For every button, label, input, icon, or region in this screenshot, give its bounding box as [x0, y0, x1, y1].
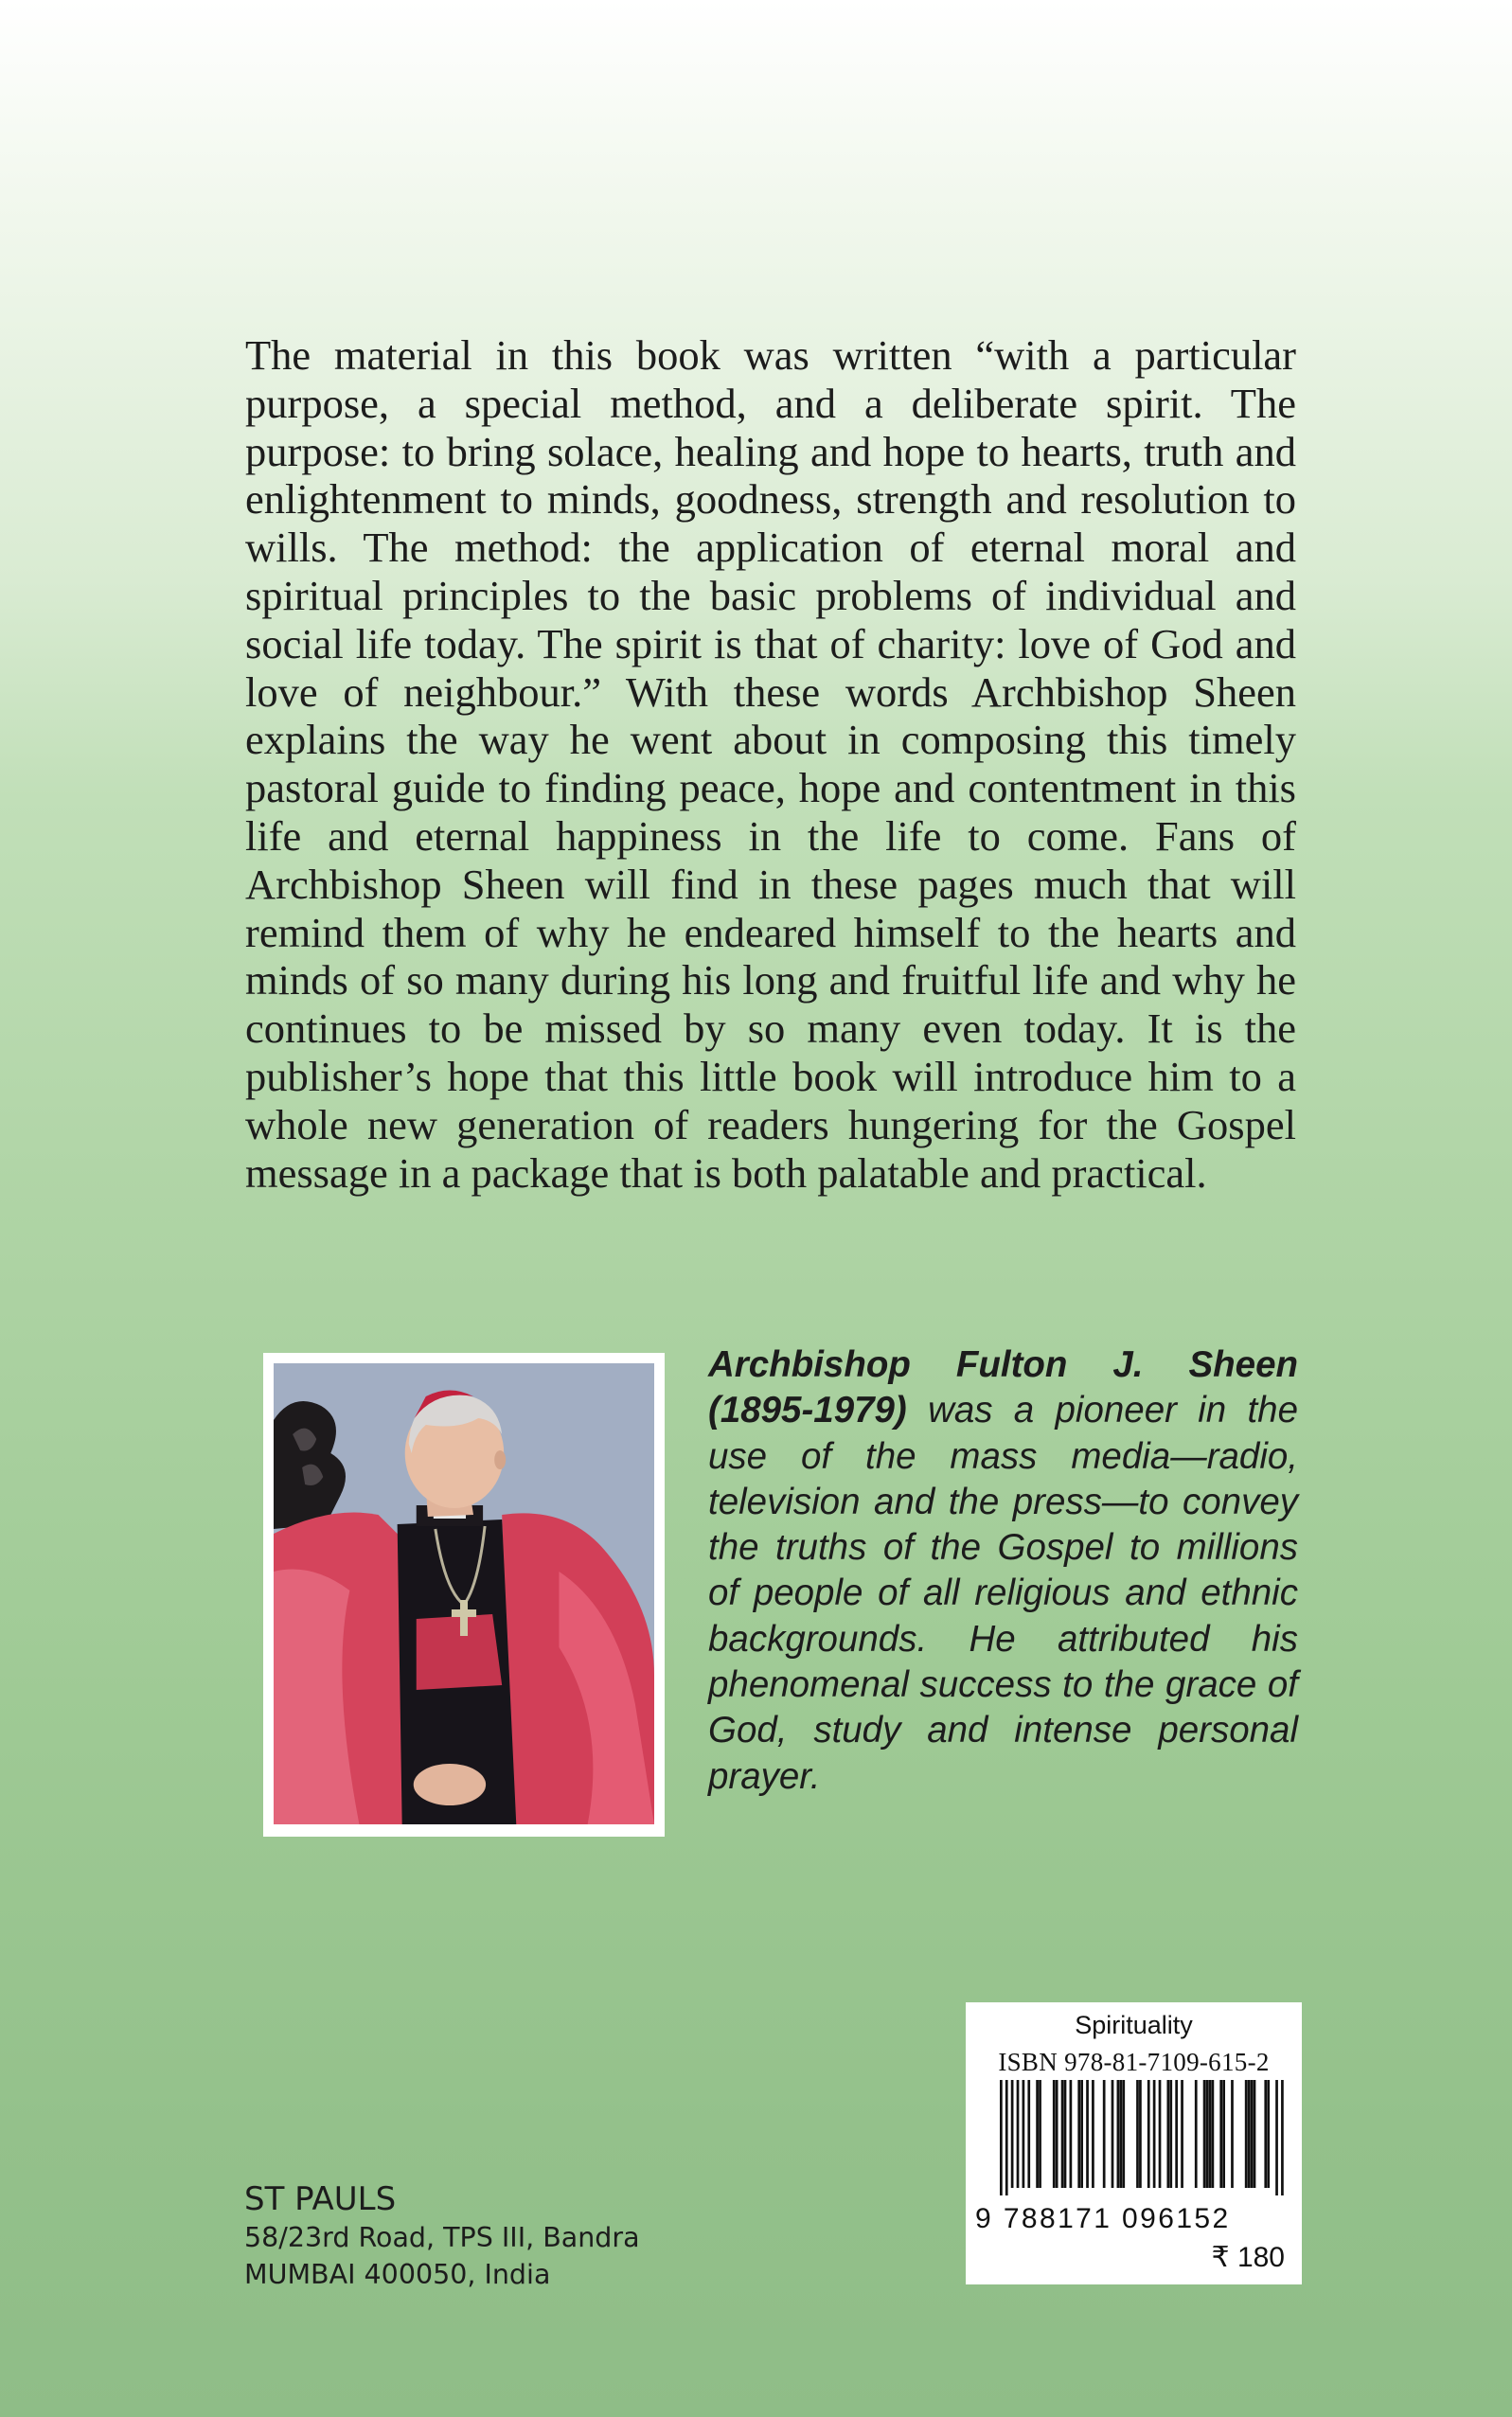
publisher-name: ST PAULS: [244, 2180, 397, 2218]
barcode-bar: [1203, 2080, 1206, 2188]
barcode-bar: [1231, 2080, 1234, 2188]
barcode-bar: [1119, 2080, 1122, 2188]
barcode-bar: [1000, 2080, 1003, 2195]
barcode-bar: [1206, 2080, 1209, 2188]
author-bio-text: was a pioneer in the use of the mass media—radio, television and the press—to convey the truths of the Gospel to millions of people of all religious and ethnic backgrounds. He attributed his phenomenal success to the grace of God, study and intense personal prayer.: [708, 1390, 1298, 1797]
book-price: ₹ 180: [1211, 2242, 1285, 2273]
barcode-bar: [1281, 2080, 1284, 2195]
barcode-bar: [1053, 2080, 1056, 2188]
barcode-bar: [1023, 2080, 1025, 2188]
barcode-bar: [1136, 2080, 1139, 2188]
barcode-bar: [1251, 2080, 1254, 2188]
barcode-bar: [1267, 2080, 1270, 2188]
barcode-bar: [1070, 2080, 1073, 2188]
barcode-bar: [1209, 2080, 1212, 2188]
publisher-address-line1: 58/23rd Road, TPS III, Bandra: [244, 2222, 640, 2253]
barcode-bar: [1222, 2080, 1225, 2188]
barcode-bar: [1159, 2080, 1162, 2188]
barcode-bar: [1169, 2080, 1172, 2188]
barcode-bar: [1027, 2080, 1030, 2188]
publisher-address-line2: MUMBAI 400050, India: [244, 2259, 551, 2290]
barcode-bar: [1064, 2080, 1067, 2188]
barcode-bar: [1219, 2080, 1222, 2188]
barcode-bar: [1061, 2080, 1064, 2188]
barcode-bar: [1017, 2080, 1020, 2188]
barcode-bar: [1153, 2080, 1156, 2188]
barcode-bar: [1011, 2080, 1014, 2188]
author-photo: [263, 1353, 665, 1837]
barcode-bar: [1245, 2080, 1248, 2188]
back-cover-blurb: The material in this book was written “with a particular purpose, a special method, and a deliberate spirit. The purpose: to bring solace, healing and hope to hearts, truth and enlightenment to minds, goodness, strength and resolution to wills. The method: the application of eternal moral and spiritual principles to the basic problems of individual and social life today. The spirit is that of charity: love of God and love of neighbour.” With these words Archbishop Sheen explains the way he went about in composing this timely pastoral guide to finding peace, hope and contentment in this life and eternal happiness in the life to come. Fans of Archbishop Sheen will find in these pages much that will remind them of why he endeared himself to the hearts and minds of so many during his long and fruitful life and why he continues to be missed by so many even today. It is the publisher’s hope that this little book will introduce him to a whole new generation of readers hungering for the Gospel message in a package that is both palatable and practical.: [245, 331, 1296, 1197]
author-name: Archbishop Fulton J. Sheen (1895-1979): [708, 1344, 1298, 1431]
barcode-bar: [1181, 2080, 1183, 2188]
ean-number: 9 788171 096152: [975, 2203, 1231, 2234]
barcode-bar: [1147, 2080, 1150, 2188]
publisher-info: [244, 2179, 640, 2293]
barcode-bar: [1275, 2080, 1278, 2195]
isbn-label: ISBN 978-81-7109-615-2: [998, 2048, 1270, 2076]
barcode-bar: [1103, 2080, 1106, 2188]
barcode-bar: [1077, 2080, 1080, 2188]
barcode-bar: [1036, 2080, 1039, 2188]
barcode-bar: [1254, 2080, 1256, 2188]
barcode-bar: [1112, 2080, 1114, 2188]
barcode-bar: [1086, 2080, 1089, 2188]
barcode-bar: [1195, 2080, 1198, 2188]
barcode-panel: [966, 2002, 1302, 2284]
barcode-bar: [1039, 2080, 1041, 2188]
barcode-bar: [1264, 2080, 1267, 2188]
barcode-bar: [1175, 2080, 1178, 2188]
barcode-icon: [1000, 2080, 1284, 2195]
barcode-bar: [1056, 2080, 1058, 2188]
author-portrait-image: [274, 1363, 654, 1824]
barcode-bar: [1248, 2080, 1251, 2188]
barcode-bar: [1166, 2080, 1169, 2188]
barcode-bar: [1122, 2080, 1125, 2188]
barcode-bar: [1139, 2080, 1142, 2188]
barcode-bar: [1005, 2080, 1008, 2195]
barcode-bar: [1092, 2080, 1094, 2188]
barcode-bar: [1212, 2080, 1215, 2188]
barcode-bar: [1080, 2080, 1083, 2188]
book-category: Spirituality: [1075, 2011, 1193, 2039]
author-bio: [708, 1342, 1298, 1800]
barcode-bar: [1117, 2080, 1120, 2188]
